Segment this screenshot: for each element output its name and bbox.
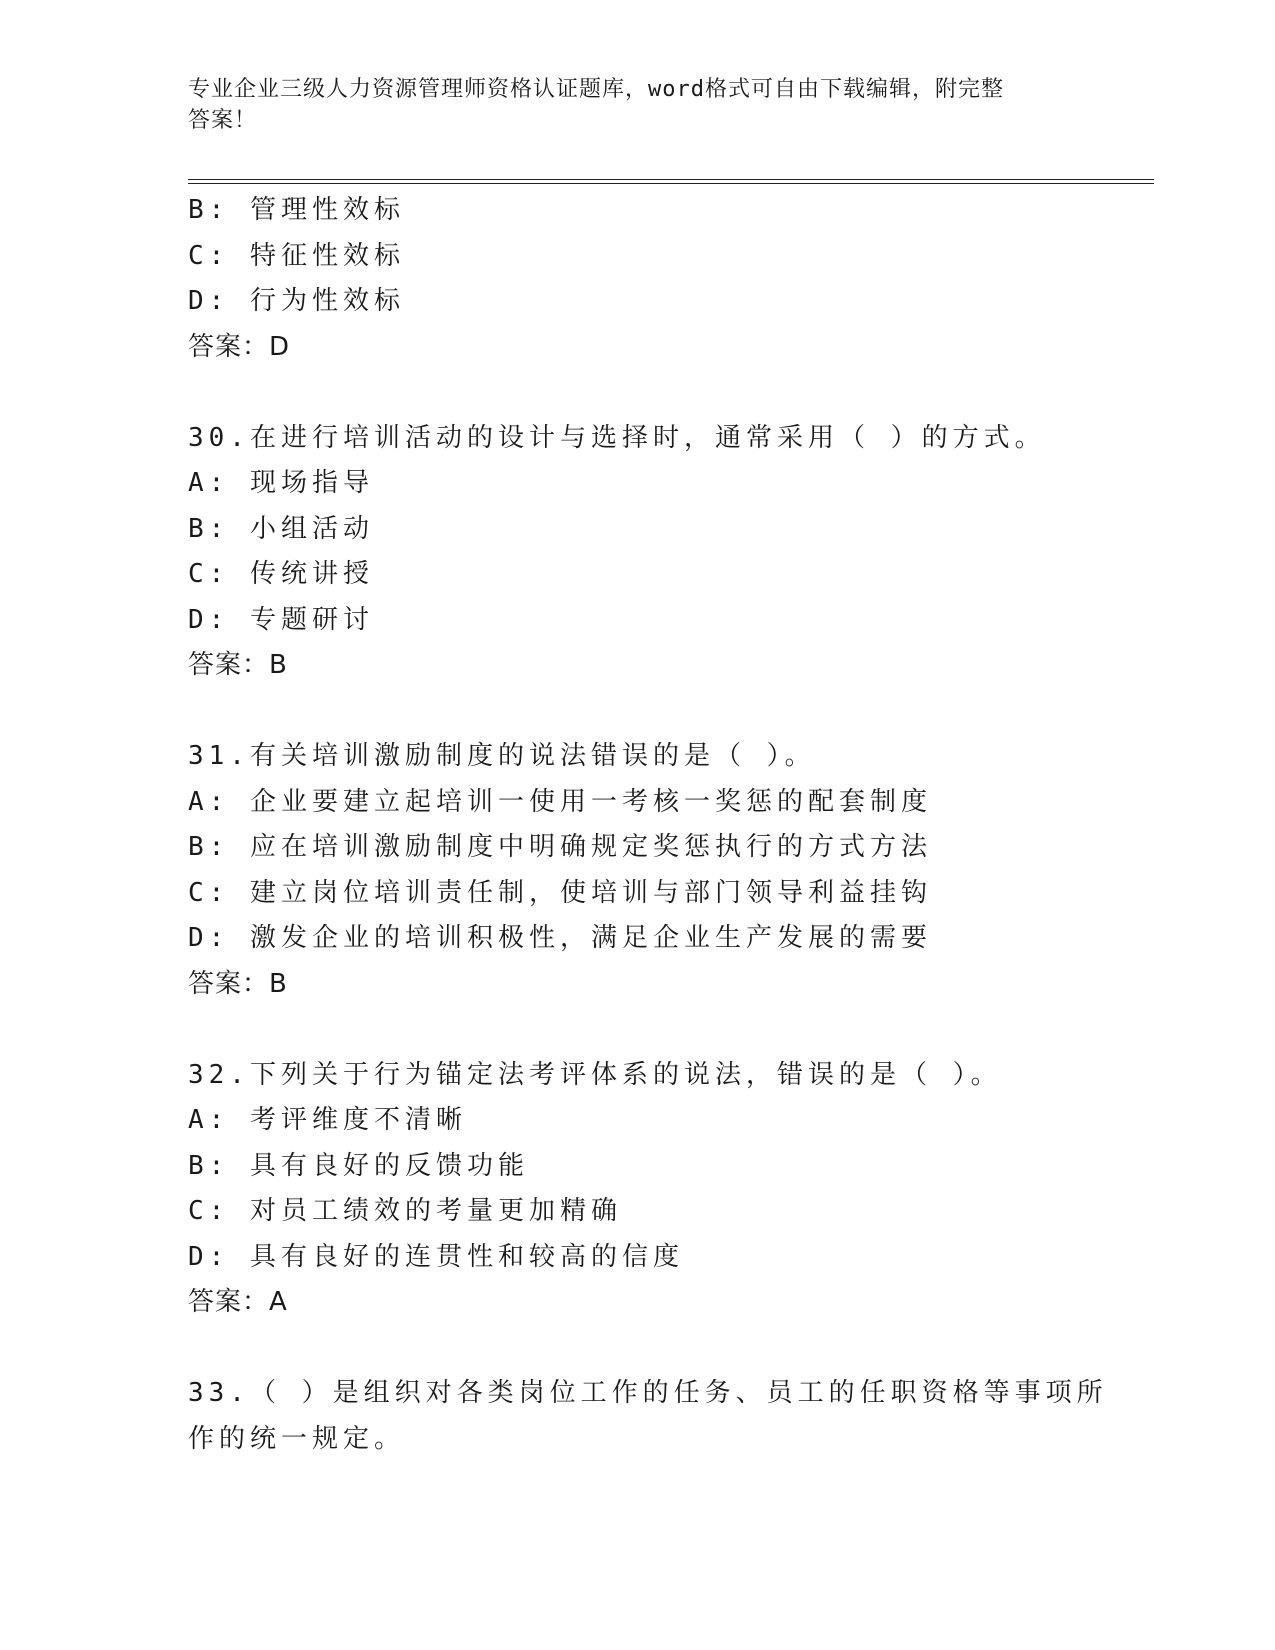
question-stem-line-2: 作的统一规定。 [188,1423,406,1454]
question-stem: 30.在进行培训活动的设计与选择时，通常采用（ ）的方式。 [188,422,1046,453]
option-b: B: 应在培训激励制度中明确规定奖惩执行的方式方法 [188,832,932,862]
option-d: D: 具有良好的连贯性和较高的信度 [188,1241,684,1272]
header-divider [188,179,1154,184]
question-29-tail [188,188,1148,370]
header-line-2: 答案！ [188,108,258,133]
option-d: D: 专题研讨 [188,604,374,635]
spacer [188,689,1148,735]
spacer [188,1007,1148,1053]
answer: 答案：B [188,968,288,999]
option-c: C: 特征性效标 [188,240,405,271]
question-stem-line-1: 33.（ ）是组织对各类岗位工作的任务、员工的任职资格等事项所 [188,1378,1108,1408]
question-31 [188,734,1148,1007]
option-b: B: 小组活动 [188,513,374,544]
question-32 [188,1053,1148,1326]
option-d: D: 行为性效标 [188,286,405,316]
spacer [188,370,1148,416]
question-33 [188,1371,1148,1462]
answer: 答案：D [188,331,291,362]
option-d: D: 激发企业的培训积极性，满足企业生产发展的需要 [188,923,932,953]
option-a: A: 企业要建立起培训一使用一考核一奖惩的配套制度 [188,786,932,817]
option-c: C: 对员工绩效的考量更加精确 [188,1196,622,1226]
option-a: A: 考评维度不清晰 [188,1105,467,1135]
question-stem: 32.下列关于行为锚定法考评体系的说法，错误的是（ ）。 [188,1059,1002,1090]
answer: 答案：B [188,650,288,680]
question-content [188,188,1148,1462]
spacer [188,1326,1148,1372]
option-b: B: 管理性效标 [188,195,405,225]
option-c: C: 传统讲授 [188,559,374,589]
option-b: B: 具有良好的反馈功能 [188,1150,529,1181]
question-30 [188,416,1148,689]
option-c: C: 建立岗位培训责任制，使培训与部门领导利益挂钩 [188,877,932,908]
page-header [188,74,1068,136]
answer: 答案：A [188,1287,288,1317]
question-stem: 31.有关培训激励制度的说法错误的是（ ）。 [188,741,816,771]
header-line-1: 专业企业三级人力资源管理师资格认证题库，word格式可自由下载编辑，附完整 [188,77,1004,102]
option-a: A: 现场指导 [188,468,374,498]
